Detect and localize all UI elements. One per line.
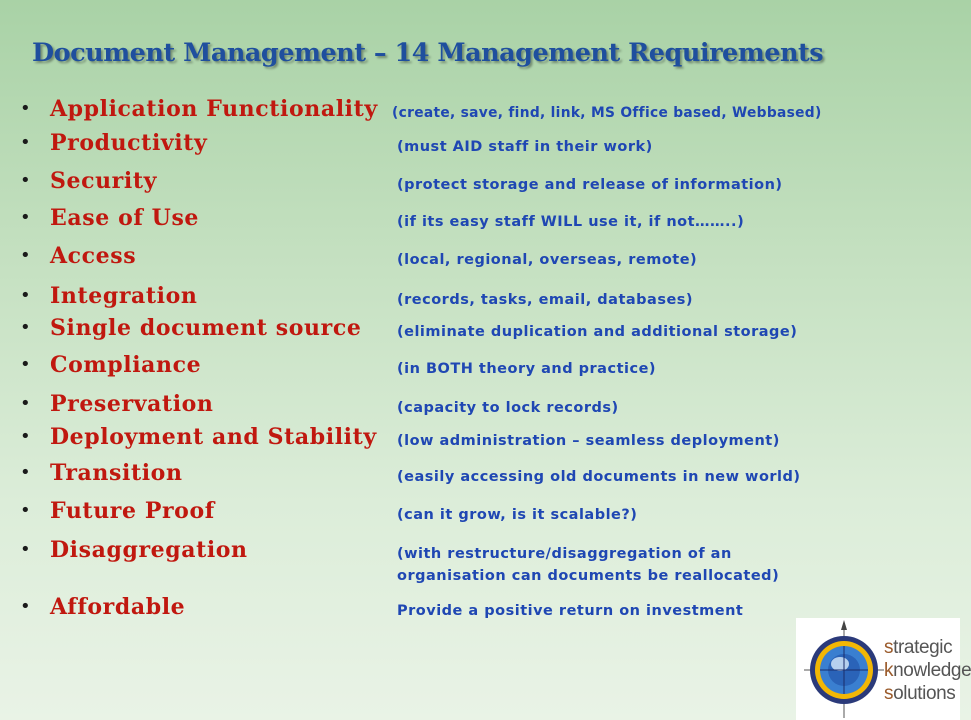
bullet: •	[20, 245, 31, 266]
requirement-name: Access	[50, 243, 137, 269]
list-item	[0, 283, 960, 313]
requirement-name: Security	[50, 168, 157, 194]
bullet: •	[20, 426, 31, 447]
requirement-description: (in BOTH theory and practice)	[397, 361, 657, 377]
page-title: Document Management – 14 Management Requirements	[32, 38, 824, 68]
requirement-description: (create, save, find, link, MS Office based, Webbased)	[392, 105, 822, 121]
requirement-name: Preservation	[50, 391, 214, 417]
requirement-description: (easily accessing old documents in new world)	[397, 469, 801, 485]
bullet: •	[20, 393, 31, 414]
requirement-name: Compliance	[50, 352, 202, 378]
bullet: •	[20, 539, 31, 560]
requirement-name: Affordable	[50, 594, 186, 620]
requirement-name: Single document source	[50, 315, 362, 341]
requirement-description: (must AID staff in their work)	[397, 139, 653, 155]
bullet: •	[20, 98, 31, 119]
requirement-name: Disaggregation	[50, 537, 248, 563]
requirement-description: (records, tasks, email, databases)	[397, 292, 694, 308]
list-item	[0, 315, 960, 345]
requirement-name: Productivity	[50, 130, 208, 156]
requirement-description: (local, regional, overseas, remote)	[397, 252, 698, 268]
requirement-description: (capacity to lock records)	[397, 400, 619, 416]
requirement-name: Ease of Use	[50, 205, 200, 231]
requirement-name: Integration	[50, 283, 198, 309]
list-item	[0, 424, 960, 454]
requirement-description: (eliminate duplication and additional storage)	[397, 324, 798, 340]
bullet: •	[20, 207, 31, 228]
requirement-description-line2: organisation can documents be reallocated)	[397, 568, 780, 584]
bullet: •	[20, 170, 31, 191]
bullet: •	[20, 596, 31, 617]
requirement-name: Deployment and Stability	[50, 424, 377, 450]
list-item	[0, 460, 960, 490]
requirement-name: Future Proof	[50, 498, 215, 524]
requirement-description: Provide a positive return on investment	[397, 603, 744, 619]
list-item	[0, 96, 960, 126]
list-item	[0, 537, 960, 591]
list-item	[0, 168, 960, 198]
list-item	[0, 130, 960, 160]
requirement-name: Transition	[50, 460, 183, 486]
logo-text: strategic knowledge solutions	[884, 637, 971, 704]
requirement-description: (with restructure/disaggregation of an	[397, 546, 732, 562]
company-logo	[796, 618, 971, 720]
list-item	[0, 352, 960, 382]
bullet: •	[20, 285, 31, 306]
list-item	[0, 243, 960, 273]
bullet: •	[20, 462, 31, 483]
requirement-name: Application Functionality	[50, 96, 378, 122]
list-item	[0, 205, 960, 235]
bullet: •	[20, 500, 31, 521]
list-item	[0, 498, 960, 528]
requirement-description: (can it grow, is it scalable?)	[397, 507, 638, 523]
list-item	[0, 391, 960, 421]
bullet: •	[20, 132, 31, 153]
requirement-description: (protect storage and release of information)	[397, 177, 783, 193]
bullet: •	[20, 317, 31, 338]
requirement-description: (low administration – seamless deployment)	[397, 433, 780, 449]
requirement-description: (if its easy staff WILL use it, if not……..)	[397, 214, 745, 230]
bullet: •	[20, 354, 31, 375]
globe-compass-icon	[802, 620, 886, 720]
